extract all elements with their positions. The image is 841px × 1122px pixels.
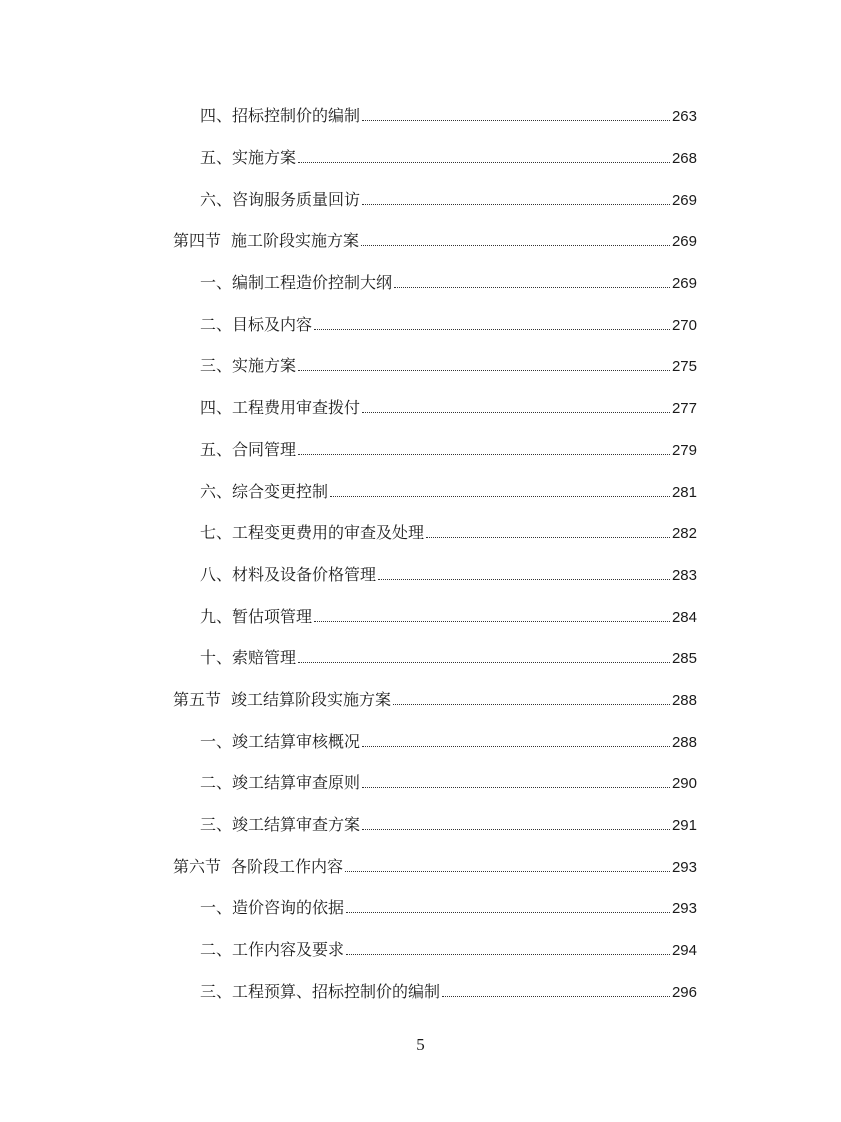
toc-page-number: 285 <box>671 650 697 668</box>
table-of-contents <box>0 96 841 1013</box>
dot-leader <box>346 954 670 955</box>
toc-entry[interactable] <box>0 304 841 346</box>
toc-entry-title: 三、竣工结算审查方案 <box>200 815 361 835</box>
toc-entry-title: 施工阶段实施方案 <box>231 231 360 251</box>
toc-entry[interactable] <box>0 263 841 305</box>
toc-entry-title: 一、造价咨询的依据 <box>200 898 345 918</box>
toc-entry-label <box>200 315 312 335</box>
toc-entry[interactable] <box>0 346 841 388</box>
dot-leader <box>362 120 670 121</box>
toc-entry[interactable] <box>0 930 841 972</box>
toc-entry-label <box>200 190 360 210</box>
toc-page-number: 290 <box>671 775 697 793</box>
dot-leader <box>314 329 670 330</box>
toc-entry[interactable] <box>0 555 841 597</box>
toc-entry[interactable] <box>0 179 841 221</box>
toc-page-number: 279 <box>671 441 697 459</box>
toc-entry-title: 四、工程费用审查拨付 <box>200 398 361 418</box>
toc-entry-label <box>200 106 360 126</box>
dot-leader <box>394 287 670 288</box>
toc-entry-label <box>200 940 344 960</box>
toc-entry[interactable] <box>0 138 841 180</box>
toc-page-number: 293 <box>671 900 697 918</box>
toc-entry-title: 二、工作内容及要求 <box>200 940 345 960</box>
toc-entry[interactable] <box>0 430 841 472</box>
dot-leader <box>346 912 670 913</box>
toc-entry-label <box>200 482 328 502</box>
toc-entry-title: 五、合同管理 <box>200 439 297 459</box>
toc-entry-title: 三、实施方案 <box>200 356 297 376</box>
toc-entry[interactable] <box>0 596 841 638</box>
toc-entry-label <box>200 273 392 293</box>
toc-entry-label <box>200 898 344 918</box>
toc-section-prefix: 第四节 <box>173 231 222 251</box>
toc-page-number: 284 <box>671 608 697 626</box>
toc-entry-label <box>173 690 391 710</box>
toc-entry-title: 八、材料及设备价格管理 <box>200 564 377 584</box>
dot-leader <box>442 996 670 997</box>
toc-page-number: 263 <box>671 108 697 126</box>
toc-entry-label <box>200 648 296 668</box>
toc-page-number: 288 <box>671 733 697 751</box>
dot-leader <box>298 370 670 371</box>
toc-entry[interactable] <box>0 388 841 430</box>
dot-leader <box>362 829 670 830</box>
toc-entry-label <box>200 356 296 376</box>
page-number: 5 <box>416 1035 425 1054</box>
dot-leader <box>314 621 670 622</box>
dot-leader <box>393 704 670 705</box>
toc-entry-title: 七、工程变更费用的审查及处理 <box>200 523 425 543</box>
toc-entry-title: 六、咨询服务质量回访 <box>200 189 361 209</box>
dot-leader <box>298 162 670 163</box>
toc-entry-label <box>200 523 424 543</box>
toc-entry[interactable] <box>0 721 841 763</box>
toc-entry-title: 十、索赔管理 <box>200 648 297 668</box>
dot-leader <box>362 787 670 788</box>
toc-page-number: 294 <box>671 942 697 960</box>
toc-entry[interactable] <box>0 96 841 138</box>
toc-entry-label <box>200 982 440 1002</box>
toc-section-entry[interactable] <box>0 846 841 888</box>
toc-entry-title: 各阶段工作内容 <box>231 856 344 876</box>
toc-entry-label <box>173 857 343 877</box>
toc-section-prefix: 第六节 <box>173 856 222 876</box>
toc-page-number: 269 <box>671 233 697 251</box>
dot-leader <box>426 537 670 538</box>
toc-page-number: 269 <box>671 275 697 293</box>
dot-leader <box>362 412 670 413</box>
toc-section-entry[interactable] <box>0 680 841 722</box>
toc-page-number: 268 <box>671 150 697 168</box>
dot-leader <box>362 746 670 747</box>
toc-entry-label <box>200 607 312 627</box>
toc-page-number: 277 <box>671 400 697 418</box>
toc-entry-label <box>200 440 296 460</box>
dot-leader <box>298 454 670 455</box>
toc-page-number: 275 <box>671 358 697 376</box>
toc-page-number: 288 <box>671 691 697 709</box>
toc-entry[interactable] <box>0 763 841 805</box>
toc-entry-title: 一、竣工结算审核概况 <box>200 731 361 751</box>
toc-page-number: 281 <box>671 483 697 501</box>
toc-entry-title: 二、目标及内容 <box>200 314 313 334</box>
toc-entry-label <box>200 815 360 835</box>
toc-entry-label <box>200 732 360 752</box>
toc-entry[interactable] <box>0 888 841 930</box>
dot-leader <box>330 496 670 497</box>
toc-entry-label <box>173 231 359 251</box>
toc-entry-title: 四、招标控制价的编制 <box>200 106 361 126</box>
dot-leader <box>298 662 670 663</box>
toc-entry-title: 六、综合变更控制 <box>200 481 329 501</box>
toc-page-number: 269 <box>671 191 697 209</box>
toc-page-number: 296 <box>671 983 697 1001</box>
toc-entry[interactable] <box>0 805 841 847</box>
toc-entry-title: 五、实施方案 <box>200 148 297 168</box>
toc-page-number: 283 <box>671 566 697 584</box>
toc-page-number: 270 <box>671 316 697 334</box>
toc-entry-label <box>200 398 360 418</box>
toc-page-number: 293 <box>671 858 697 876</box>
toc-entry-title: 九、暂估项管理 <box>200 606 313 626</box>
dot-leader <box>361 245 670 246</box>
toc-entry[interactable] <box>0 471 841 513</box>
dot-leader <box>362 204 670 205</box>
toc-entry[interactable] <box>0 971 841 1013</box>
dot-leader <box>378 579 670 580</box>
toc-section-prefix: 第五节 <box>173 689 222 709</box>
toc-entry[interactable] <box>0 513 841 555</box>
toc-entry-title: 三、工程预算、招标控制价的编制 <box>200 981 441 1001</box>
toc-section-entry[interactable] <box>0 221 841 263</box>
toc-page-number: 282 <box>671 525 697 543</box>
toc-entry-title: 一、编制工程造价控制大纲 <box>200 273 393 293</box>
toc-entry-label <box>200 148 296 168</box>
toc-entry-title: 二、竣工结算审查原则 <box>200 773 361 793</box>
toc-entry-label <box>200 565 376 585</box>
toc-entry[interactable] <box>0 638 841 680</box>
dot-leader <box>345 871 670 872</box>
toc-page-number: 291 <box>671 817 697 835</box>
toc-entry-title: 竣工结算阶段实施方案 <box>231 689 392 709</box>
toc-entry-label <box>200 773 360 793</box>
